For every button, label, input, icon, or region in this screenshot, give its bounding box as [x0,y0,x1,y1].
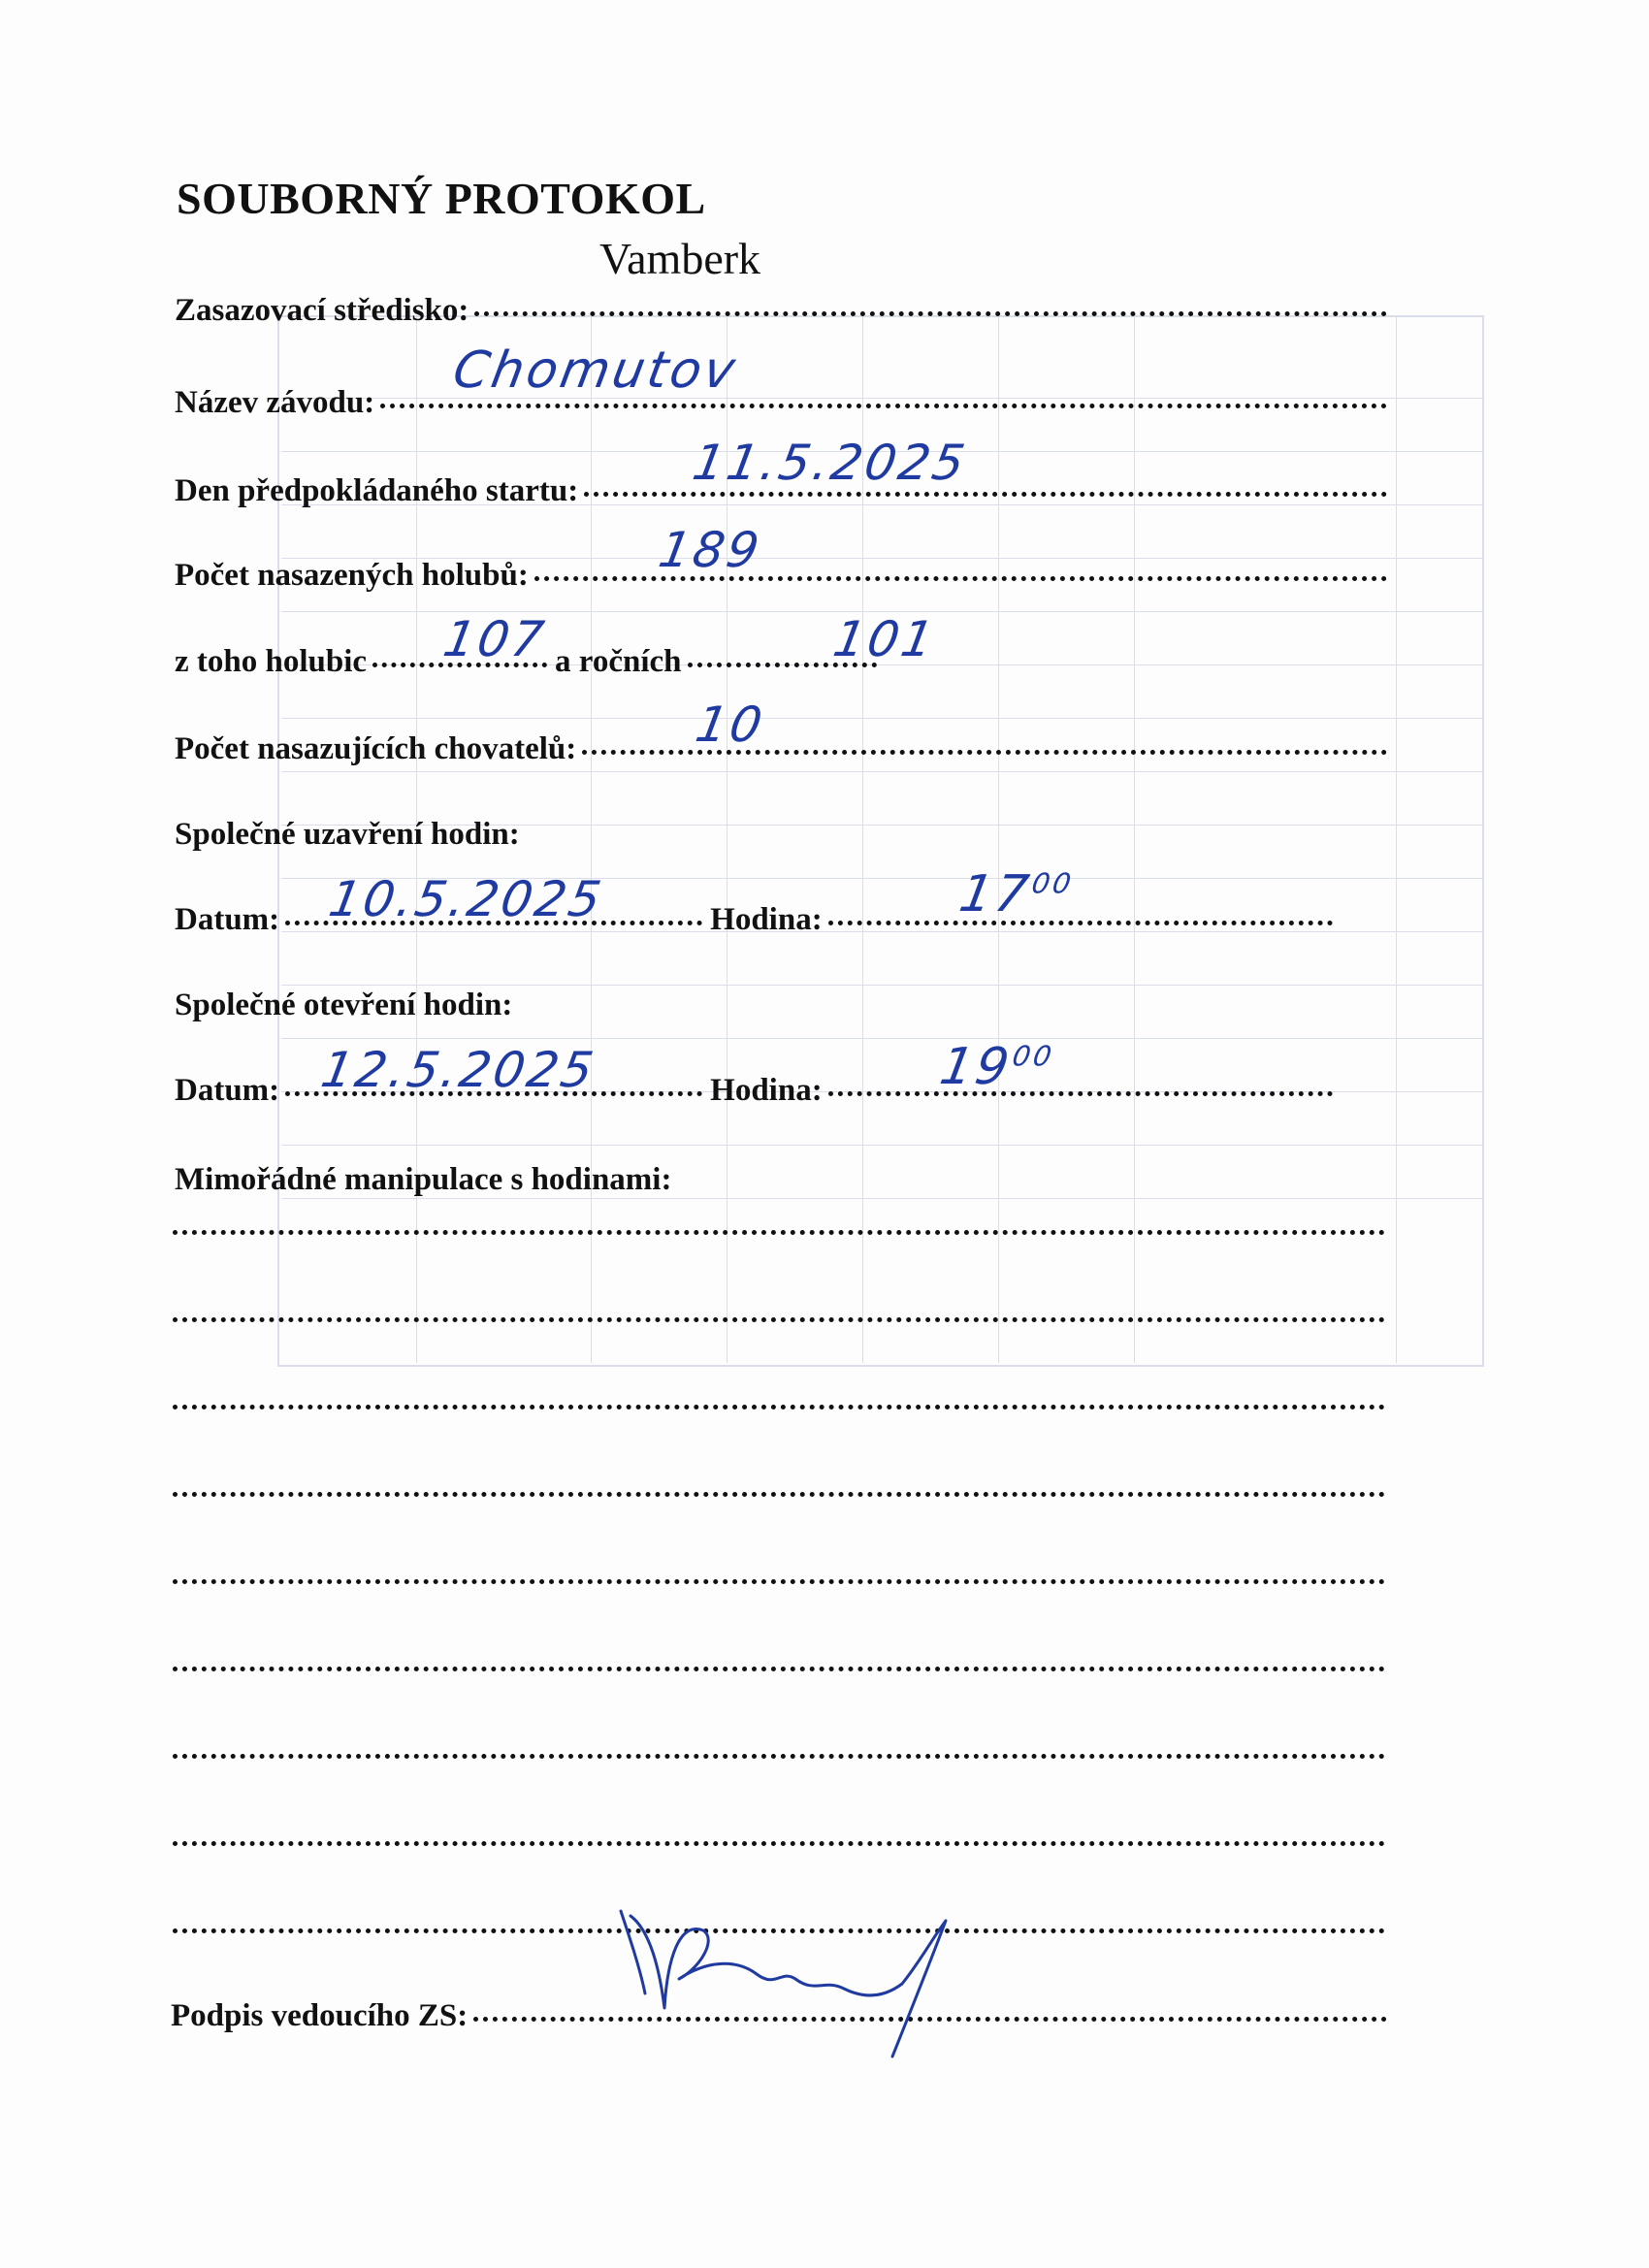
field-label: Název závodu: [175,385,375,420]
section-heading-uzavreni: Společné uzavření hodin: [175,817,520,852]
handwritten-time [936,1038,1057,1096]
dotted-line [173,1754,1385,1759]
handwritten-value: 12.5.2025 [316,1042,600,1098]
handwritten-value: 10 [691,697,769,753]
time-hours: 19 [935,1038,1017,1096]
section-heading-manipulace: Mimořádné manipulace s hodinami: [175,1162,672,1197]
handwritten-value: 189 [654,522,766,578]
field-label: Počet nasazených holubů: [175,558,529,593]
field-label: Hodina: [710,1073,823,1108]
dotted-line [173,1317,1385,1322]
dotted-line [173,1579,1385,1584]
field-label: Datum: [175,902,280,937]
dotted-line [828,921,1333,925]
dotted-line [584,492,1387,497]
dotted-line [173,1230,1385,1235]
field-label: z toho holubic [175,644,368,679]
dotted-line [173,1492,1385,1497]
dotted-line [173,1667,1385,1671]
dotted-line [474,311,1387,316]
field-label: Počet nasazujících chovatelů: [175,731,577,766]
field-label: Datum: [175,1073,280,1108]
time-minutes: 00 [1010,1039,1057,1073]
field-label: Zasazovací středisko: [175,293,469,328]
field-label: Hodina: [710,902,823,937]
time-minutes: 00 [1029,866,1077,900]
page-subtitle: Vamberk [599,234,761,283]
field-label: Podpis vedoucího ZS: [171,1998,469,2033]
signature-image [611,1901,1018,2076]
field-pocet-chovatelu [175,731,1387,767]
time-hours: 17 [954,865,1036,923]
field-nazev-zavodu [175,385,1387,421]
page-title: SOUBORNÝ PROTOKOL [177,174,706,223]
handwritten-value: 11.5.2025 [688,435,972,491]
handwritten-value: 107 [438,611,551,667]
handwritten-value: 10.5.2025 [324,871,608,927]
handwritten-value: 101 [828,611,941,667]
dotted-line [380,404,1387,408]
field-pocet-holubu [175,558,1387,594]
dotted-line [828,1091,1333,1096]
handwritten-value: Chomutov [448,341,742,400]
handwritten-time [955,865,1077,923]
field-label: a ročních [555,644,682,679]
field-label: Den předpokládaného startu: [175,473,579,508]
section-heading-otevreni: Společné otevření hodin: [175,988,513,1022]
field-zasazovaci-stredisko [175,293,1387,329]
dotted-line [173,1841,1385,1846]
dotted-line [173,1405,1385,1409]
